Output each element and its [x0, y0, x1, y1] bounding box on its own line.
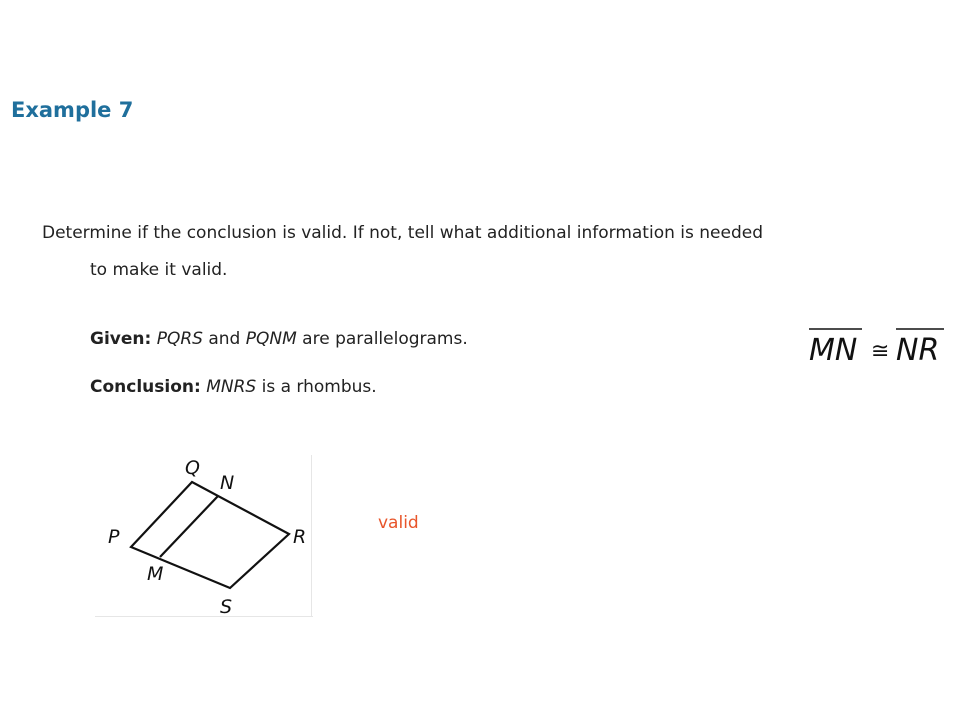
- segment-nr: NR: [896, 333, 940, 366]
- vertex-label-n: N: [220, 472, 235, 494]
- answer-text: valid: [378, 513, 419, 533]
- problem-line-1: Determine if the conclusion is valid. If not, tell what additional information is needed: [42, 223, 763, 243]
- given-shape-pqrs: PQRS: [156, 329, 203, 349]
- given-shape-pqnm: PQNM: [245, 329, 297, 349]
- conclusion-label: Conclusion:: [90, 377, 201, 397]
- vertex-label-m: M: [147, 563, 164, 585]
- conclusion-statement: [90, 377, 377, 397]
- congruent-symbol: ≅: [871, 339, 890, 364]
- given-and: and: [202, 329, 246, 349]
- vertex-label-r: R: [293, 526, 307, 548]
- segment-mn: MN: [809, 333, 858, 366]
- figure-background: [95, 455, 313, 617]
- given-label: Given:: [90, 329, 152, 349]
- vertex-label-s: S: [220, 596, 233, 617]
- vertex-label-p: P: [108, 526, 120, 548]
- problem-statement: [42, 215, 882, 289]
- congruence-statement: [806, 322, 946, 366]
- conclusion-rest: is a rhombus.: [256, 377, 377, 397]
- given-statement: [90, 329, 468, 349]
- example-title: Example 7: [11, 98, 134, 122]
- problem-line-2: to make it valid.: [90, 260, 228, 280]
- given-rest: are parallelograms.: [296, 329, 468, 349]
- parallelogram-figure: [95, 455, 313, 617]
- conclusion-shape: MNRS: [206, 377, 257, 397]
- vertex-label-q: Q: [185, 457, 200, 479]
